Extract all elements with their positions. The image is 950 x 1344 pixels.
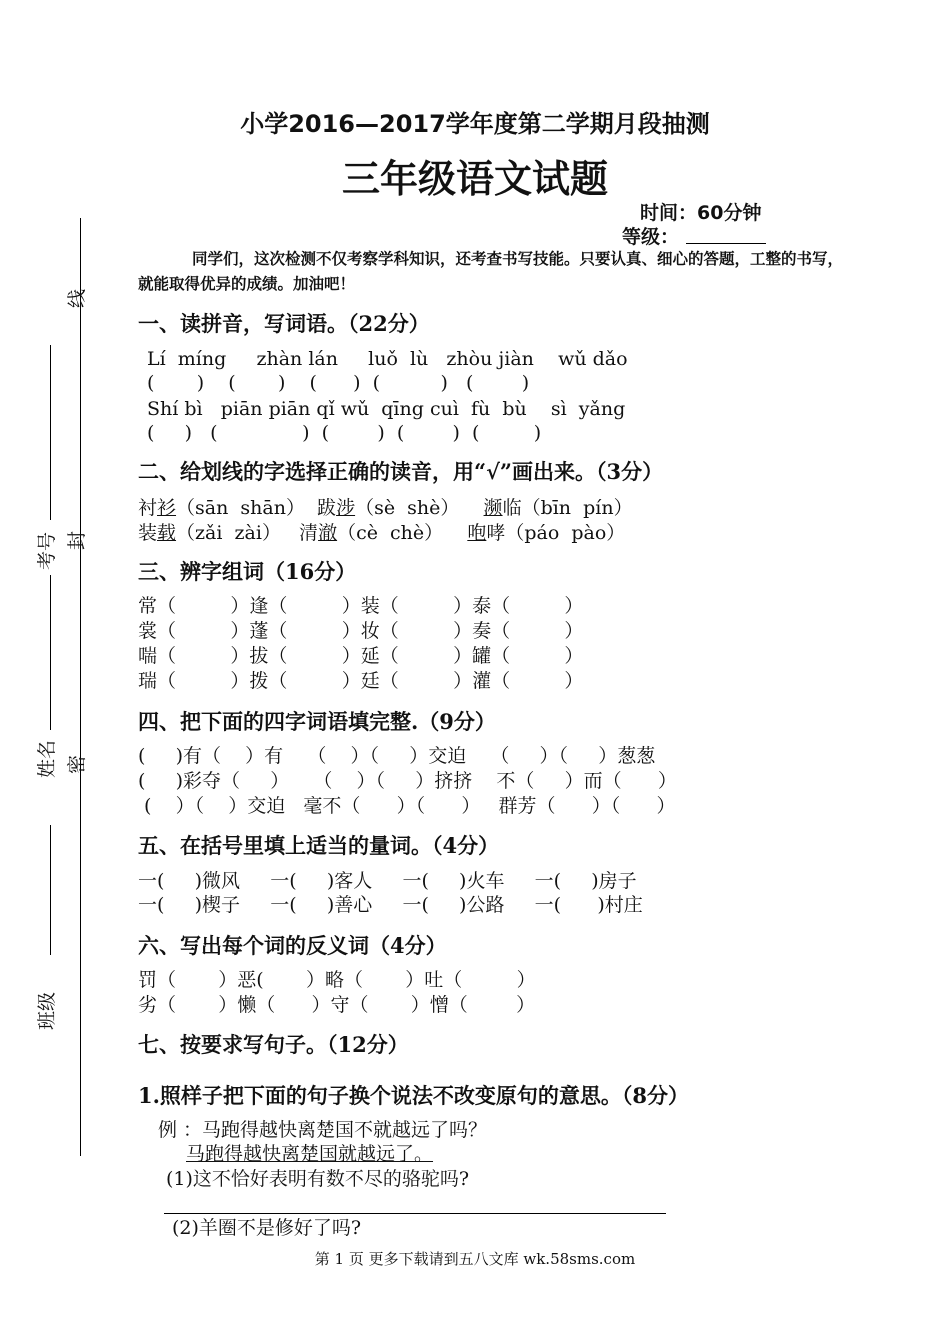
word-part: 衬	[138, 497, 158, 519]
underlined-char: 衫	[157, 497, 177, 519]
exam-subtitle: 小学2016—2017学年度第二学期月段抽测	[240, 110, 710, 138]
margin-line-label: 线	[66, 288, 88, 308]
section-6-title: 六、写出每个词的反义词（4分）	[138, 933, 447, 958]
section-4-title: 四、把下面的四字词语填完整.（9分）	[138, 709, 496, 734]
exam-no-blank	[50, 345, 51, 520]
char-row-4: 瑞（ ）拨（ ）廷（ ）灌（ ）	[138, 670, 584, 692]
answer-line-1	[164, 1213, 666, 1214]
reading-row-2	[138, 521, 625, 546]
question-1: (1)这不恰好表明有数不尽的骆驼吗?	[166, 1168, 470, 1190]
section-5-title: 五、在括号里填上适当的量词。（4分）	[138, 833, 500, 858]
section-7-title: 七、按要求写句子。（12分）	[138, 1032, 409, 1057]
pinyin-row-2: Shí bì piān piān qǐ wǔ qīng cuì fù bù sì yǎng	[147, 398, 626, 420]
example-answer: 马跑得越快离楚国就越远了。	[186, 1143, 434, 1165]
char-row-2: 裳（ ）蓬（ ）妆（ ）奏（ ）	[138, 620, 584, 642]
char-row-1: 常（ ）逢（ ）装（ ）泰（ ）	[138, 595, 584, 617]
exam-title: 三年级语文试题	[341, 157, 608, 201]
underlined-char: 载	[157, 522, 177, 544]
char-row-3: 喘（ ）拔（ ）延（ ）罐（ ）	[138, 645, 584, 667]
class-blank	[50, 825, 51, 955]
section-3-title: 三、辨字组词（16分）	[138, 559, 357, 584]
margin-name-label: 姓名	[36, 739, 58, 778]
word-part: 哮（páo pào）	[486, 522, 626, 544]
exam-time: 时间：60分钟	[640, 202, 762, 224]
example-question: 例 ：马跑得越快离楚国不就越远了吗？	[158, 1119, 488, 1141]
idiom-row-2: ( )彩夺（ ） （ ）（ ）挤挤 不（ ）而（ ）	[138, 770, 677, 792]
page-footer: 第 1 页 更多下载请到五八文库 wk.58sms.com	[314, 1250, 636, 1268]
margin-vertical-line	[80, 218, 81, 1156]
section-1-title: 一、读拼音，写词语。（22分）	[138, 311, 430, 336]
pinyin-row-1: Lí míng zhàn lán luǒ lù zhòu jiàn wǔ dǎo	[147, 348, 628, 370]
word-part: （cè chè）	[337, 522, 468, 544]
answer-row-2: ( ) ( ) ( ) ( ) ( )	[147, 422, 542, 444]
name-blank	[50, 575, 51, 730]
underlined-char: 涉	[336, 497, 356, 519]
grade-label: 等级：	[622, 226, 680, 248]
measure-row-1: 一( )微风 一( )客人 一( )火车 一( )房子	[138, 870, 637, 892]
grade-blank	[686, 243, 766, 244]
antonym-row-1: 罚（ ）恶( ）略（ ）吐（ ）	[138, 969, 536, 991]
answer-row-1: ( ) ( ) ( ) ( ) ( )	[147, 372, 530, 394]
word-part: （sān shān） 跋	[176, 497, 337, 519]
idiom-row-3: ( ）（ ）交迫 毫不（ ）（ ） 群芳（ ）（ ）	[138, 795, 676, 817]
word-part: （sè shè）	[355, 497, 484, 519]
intro-text: 同学们，这次检测不仅考察学科知识，还考查书写技能。只要认真、细心的答题，工整的书写，就能取得优异的成绩。加油吧！	[138, 249, 844, 293]
margin-class-label: 班级	[36, 991, 58, 1030]
subquestion-1-title: 1.照样子把下面的句子换个说法不改变原句的意思。（8分）	[138, 1083, 690, 1108]
margin-exam-no-label: 考号	[36, 531, 58, 570]
question-2: (2)羊圈不是修好了吗?	[172, 1217, 362, 1239]
word-part: 装	[138, 522, 158, 544]
margin-seal-label: 封	[66, 530, 88, 550]
underlined-char: 咆	[467, 522, 487, 544]
underlined-char: 濒	[483, 497, 503, 519]
section-2-title: 二、给划线的字选择正确的读音，用“√”画出来。（3分）	[138, 459, 664, 484]
measure-row-2: 一( )楔子 一( )善心 一( )公路 一( )村庄	[138, 894, 643, 916]
idiom-row-1: ( )有（ ）有 （ ）（ ）交迫 （ ）（ ）葱葱	[138, 745, 656, 767]
word-part: 临（bīn pín）	[502, 497, 633, 519]
antonym-row-2: 劣（ ）懒（ ）守（ ）憎（ ）	[138, 994, 536, 1016]
margin-secret-label: 密	[66, 754, 88, 774]
reading-row-1	[138, 496, 633, 521]
word-part: （zǎi zài） 清	[176, 522, 319, 544]
underlined-char: 澈	[318, 522, 338, 544]
